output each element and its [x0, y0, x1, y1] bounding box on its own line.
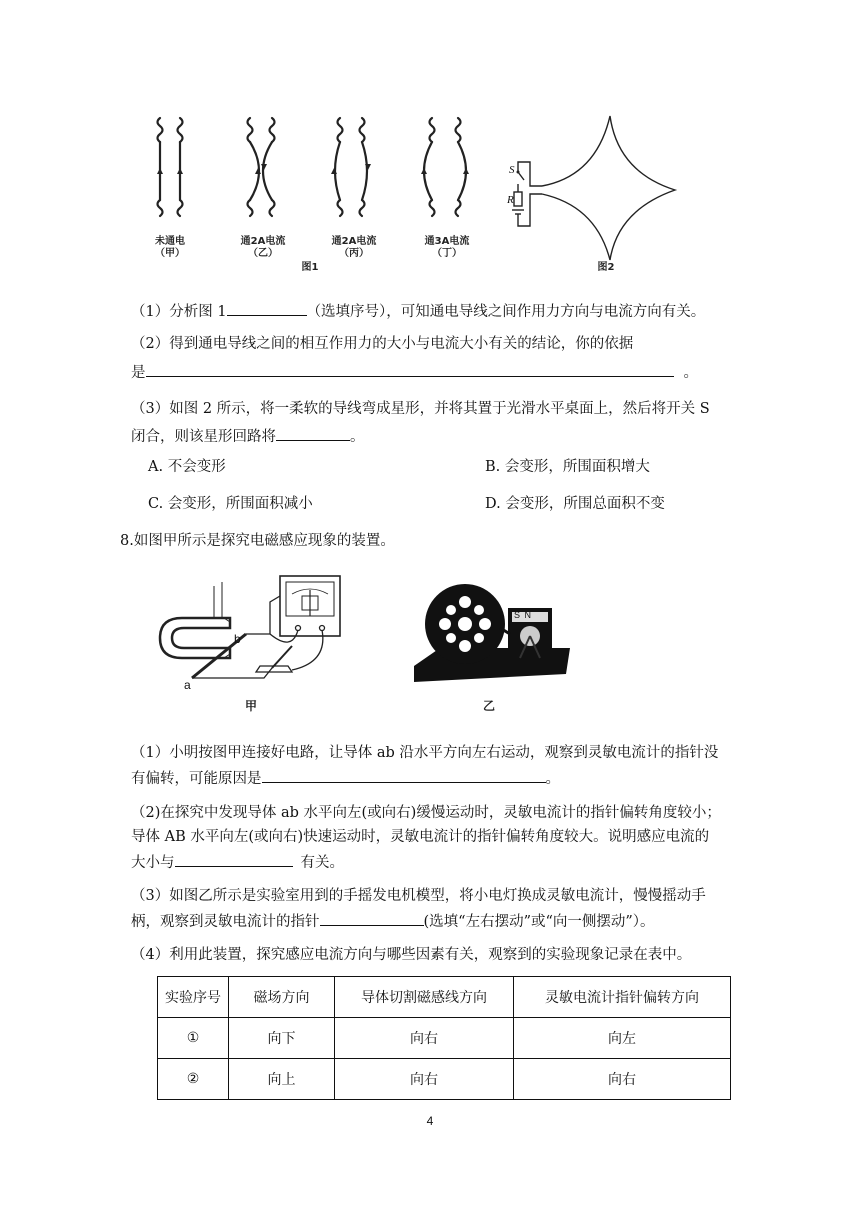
q8-part2-cont2: 大小与 有关。: [131, 851, 344, 873]
option-d[interactable]: D. 会变形，所围总面积不变: [485, 496, 665, 512]
q8-part2-cont: 导体 AB 水平向左(或向右)快速运动时，灵敏电流计的指针偏转角度较大。说明感应电流的: [131, 829, 710, 845]
option-b[interactable]: B. 会变形，所围面积增大: [485, 459, 650, 475]
figure-1-caption: 图1: [301, 262, 319, 273]
wire-pair-yi: [248, 118, 275, 216]
q7-part2: （2）得到通电导线之间的相互作用力的大小与电流大小有关的结论，你的依据: [131, 336, 634, 352]
table-header: 磁场方向: [229, 977, 335, 1018]
figure-yi-generator: [410, 578, 575, 690]
resistor-label: R: [507, 194, 514, 206]
q8-part1: （1）小明按图甲连接好电路，让导体 ab 沿水平方向左右运动，观察到灵敏电流计的指针没: [131, 745, 719, 761]
wire-label-1: 未通电 （甲）: [155, 236, 185, 259]
q7-part3-cont: 闭合，则该星形回路将 。: [131, 425, 365, 447]
table-header: 灵敏电流计指针偏转方向: [514, 977, 731, 1018]
table-header: 实验序号: [158, 977, 229, 1018]
option-c[interactable]: C. 会变形，所围面积减小: [148, 496, 313, 512]
q7-part3: （3）如图 2 所示，将一柔软的导线弯成星形，并将其置于光滑水平桌面上，然后将开关 S: [131, 401, 710, 417]
q7-part2-cont: 是 。: [131, 361, 698, 383]
q8-part3-blank[interactable]: [320, 910, 424, 926]
label-a: a: [184, 678, 191, 692]
table-cell: ①: [158, 1018, 229, 1059]
q7-part1-blank[interactable]: [227, 300, 307, 316]
q7-part3-blank[interactable]: [276, 425, 350, 441]
q8-part3: （3）如图乙所示是实验室用到的手摇发电机模型，将小电灯换成灵敏电流计，慢慢摇动手: [131, 888, 706, 904]
figure-2-caption: 图2: [597, 262, 615, 273]
figure-1-wires: [140, 108, 490, 236]
figure-jia-caption: 甲: [244, 699, 257, 713]
table-header-row: [158, 977, 731, 1018]
q7-part2-blank[interactable]: [146, 361, 674, 377]
table-cell: 向右: [335, 1018, 514, 1059]
wire-label-4: 通3A电流 （丁）: [424, 236, 470, 259]
star-loop: [542, 116, 675, 260]
table-header: 导体切割磁感线方向: [335, 977, 514, 1018]
wire-pair-jia: [158, 118, 183, 216]
wire-label-2: 通2A电流 （乙）: [240, 236, 286, 259]
table-row: [158, 1018, 731, 1059]
table-row: [158, 1059, 731, 1100]
q7-part1: （1）分析图 1 （选填序号），可知通电导线之间作用力方向与电流方向有关。: [131, 300, 705, 322]
generator-magnet-label: S N: [514, 610, 533, 620]
label-b: b: [234, 632, 241, 646]
horseshoe-magnet: [160, 618, 230, 658]
q8-intro: 8.如图甲所示是探究电磁感应现象的装置。: [120, 533, 395, 549]
q8-part2-blank[interactable]: [175, 851, 293, 867]
table-cell: 向右: [514, 1059, 731, 1100]
q8-part1-blank[interactable]: [262, 767, 546, 783]
table-cell: 向下: [229, 1018, 335, 1059]
page-number: 4: [426, 1114, 434, 1128]
table-cell: 向上: [229, 1059, 335, 1100]
wire-pair-ding: [424, 118, 466, 216]
resistor: [514, 192, 522, 206]
experiment-table: [157, 976, 731, 1100]
q8-part1-cont: 有偏转，可能原因是 。: [131, 767, 560, 789]
q8-part2: （2)在探究中发现导体 ab 水平向左(或向右)缓慢运动时，灵敏电流计的指针偏转角度较小；: [131, 805, 721, 821]
q8-part4: （4）利用此装置，探究感应电流方向与哪些因素有关，观察到的实验现象记录在表中。: [131, 947, 692, 963]
figure-2-star-circuit: [500, 106, 685, 266]
wire-label-3: 通2A电流 （丙）: [331, 236, 377, 259]
q8-part3-cont: 柄，观察到灵敏电流计的指针 (选填“左右摆动”或“向一侧摆动”）。: [131, 910, 655, 932]
switch-label: S: [509, 164, 515, 176]
table-cell: 向左: [514, 1018, 731, 1059]
wire-pair-bing: [335, 118, 367, 216]
table-cell: ②: [158, 1059, 229, 1100]
option-a[interactable]: A. 不会变形: [148, 459, 226, 475]
figure-yi-caption: 乙: [482, 699, 495, 713]
figure-jia-apparatus: [152, 572, 352, 692]
table-cell: 向右: [335, 1059, 514, 1100]
